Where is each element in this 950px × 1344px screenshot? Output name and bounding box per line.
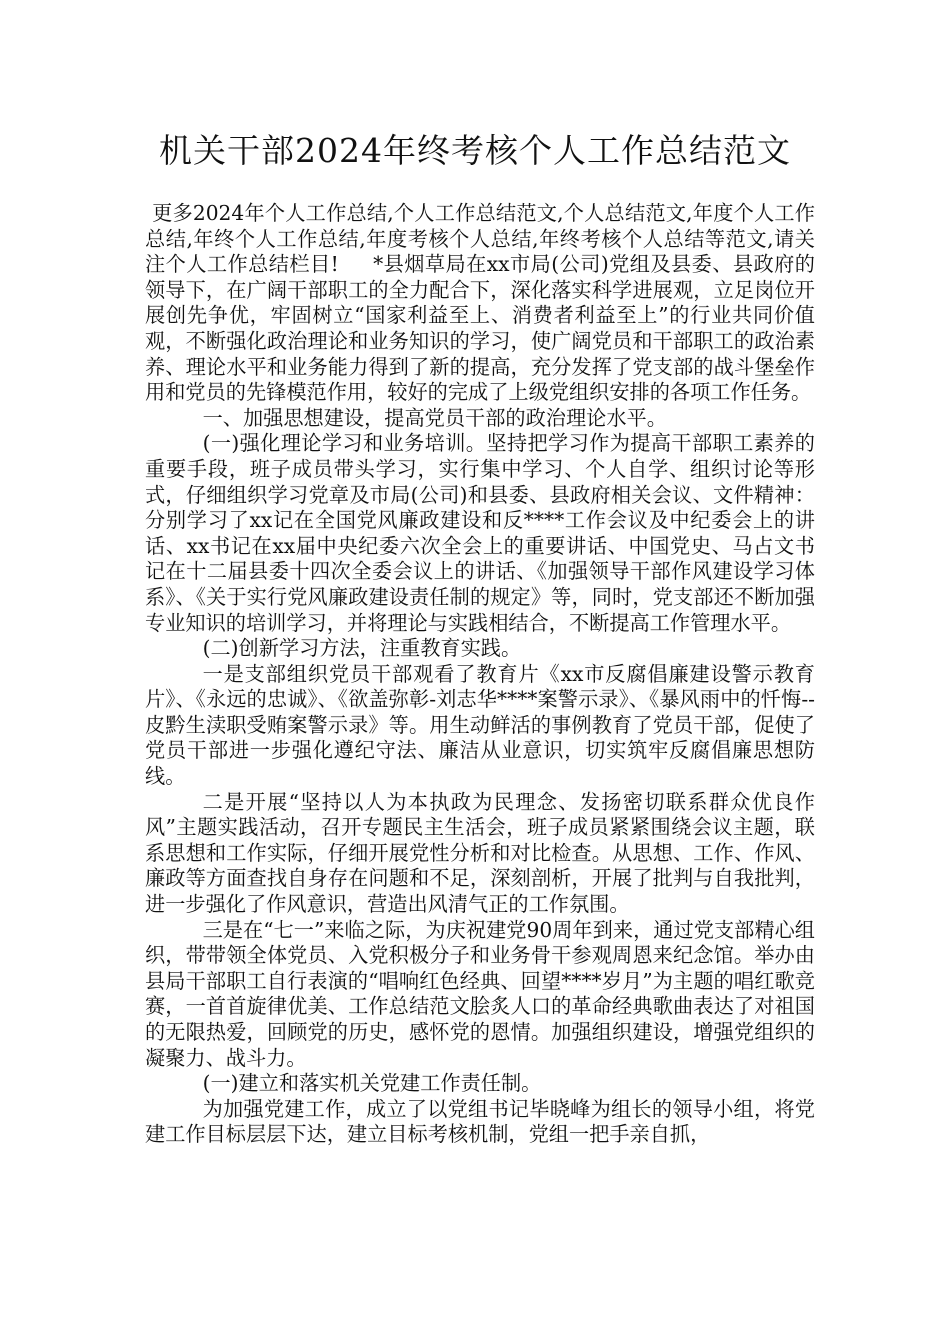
paragraph-theory-study: (一)强化理论学习和业务培训。坚持把学习作为提高干部职工素养的重要手段，班子成员带头学习，实行集中学习、个人自学、组织讨论等形式，仔细组织学习党章及市局(公司)和县委、县政府相关会议、文件精神：分别学习了xx记在全国党风廉政建设和反****工作会议及中纪委会上的讲话、xx书记在xx届中央纪委六次全会上的重要讲话、中国党史、马占文书记在十二届县委十四次全委会议上的讲话、《加强领导干部作风建设学习体系》、《关于实行党风廉政建设责任制的规定》等，同时，党支部还不断加强专业知识的培训学习，并将理论与实践相结合，不断提高工作管理水平。 [145, 431, 815, 635]
paragraph-second-point: 二是开展“坚持以人为本执政为民理念、发扬密切联系群众优良作风”主题实践活动，召开专题民主生活会，班子成员紧紧围绕会议主题，联系思想和工作实际，仔细开展党性分析和对比检查。从思想、工作、作风、廉政等方面查找自身存在问题和不足，深刻剖析，开展了批判与自我批判，进一步强化了作风意识，营造出风清气正的工作氛围。 [145, 789, 815, 917]
paragraph-intro: 更多2024年个人工作总结,个人工作总结范文,个人总结范文,年度个人工作总结,年终个人工作总结,年度考核个人总结,年终考核个人总结等范文,请关注个人工作总结栏目! *县烟草局在xx市局(公司)党组及县委、县政府的领导下，在广阔干部职工的全力配合下，深化落实科学进展观，立足岗位开展创先争优，牢固树立“国家利益至上、消费者利益至上”的行业共同价值观，不断强化政治理论和业务知识的学习，使广阔党员和干部职工的政治素养、理论水平和业务能力得到了新的提高，充分发挥了党支部的战斗堡垒作用和党员的先锋模范作用，较好的完成了上级党组织安排的各项工作任务。 [145, 201, 815, 405]
section-heading-1: 一、加强思想建设，提高党员干部的政治理论水平。 [202, 405, 667, 430]
document-body [145, 201, 815, 1148]
subheading-learning-methods: (二)创新学习方法，注重教育实践。 [202, 636, 522, 661]
document-title: 机关干部2024年终考核个人工作总结范文 [159, 131, 791, 170]
paragraph-third-point: 三是在“七一”来临之际，为庆祝建党90周年到来，通过党支部精心组织，带带领全体党员、入党积极分子和业务骨干参观周恩来纪念馆。举办由县局干部职工自行表演的“唱响红色经典、回望****岁月”为主题的唱红歌竞赛，一首首旋律优美、工作总结范文脍炙人口的革命经典歌曲表达了对祖国的无限热爱，回顾党的历史，感怀党的恩情。加强组织建设，增强党组织的凝聚力、战斗力。 [145, 917, 815, 1070]
paragraph-party-building: 为加强党建工作，成立了以党组书记毕晓峰为组长的领导小组，将党建工作目标层层下达，建立目标考核机制，党组一把手亲自抓， [145, 1096, 815, 1147]
subheading-responsibility-system: (一)建立和落实机关党建工作责任制。 [202, 1071, 542, 1096]
paragraph-first-point: 一是支部组织党员干部观看了教育片《xx市反腐倡廉建设警示教育片》、《永远的忠诚》、《欲盖弥彰-刘志华****案警示录》、《暴风雨中的忏悔--皮黔生渎职受贿案警示录》等。用生动鲜活的事例教育了党员干部，促使了党员干部进一步强化遵纪守法、廉洁从业意识，切实筑牢反腐倡廉思想防线。 [145, 661, 815, 789]
